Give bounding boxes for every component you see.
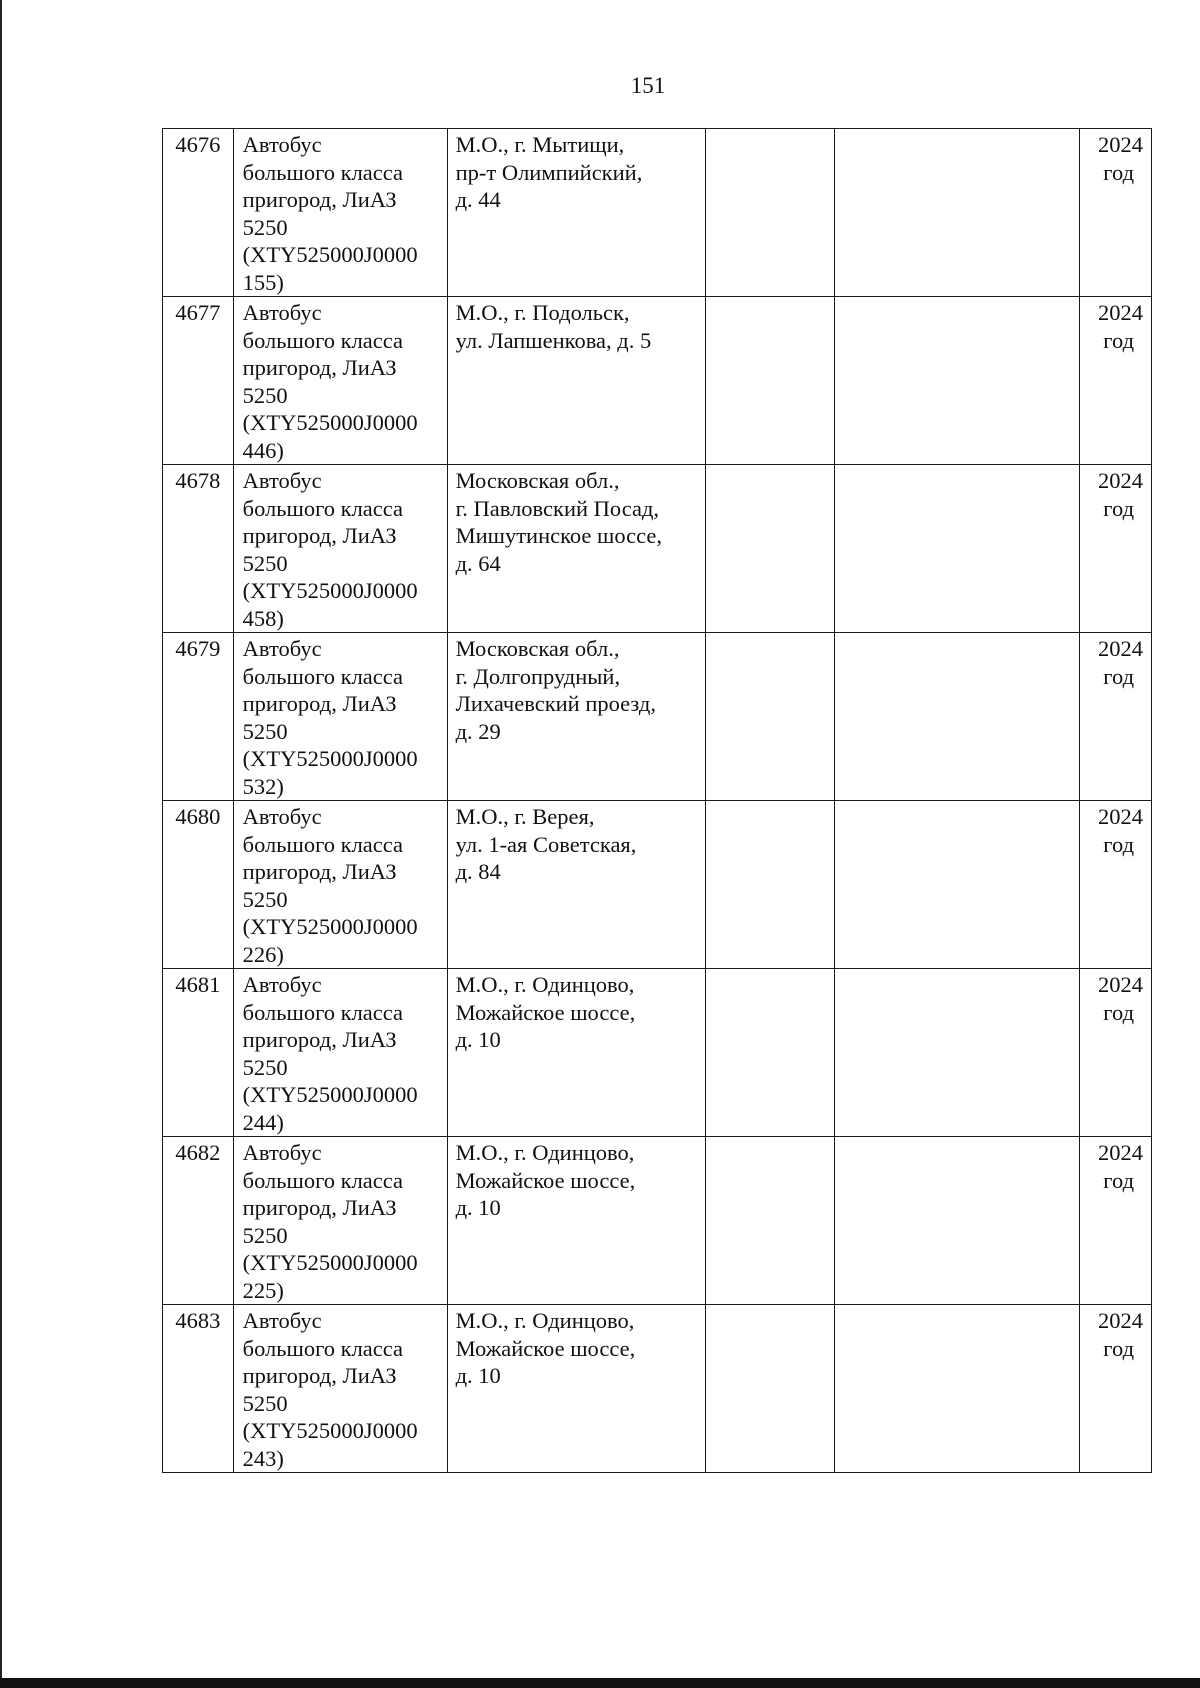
vehicle-description-line: Автобус bbox=[242, 1308, 322, 1333]
vehicle-description-line: пригород, ЛиАЗ bbox=[242, 523, 397, 548]
vehicle-description-line: Автобус bbox=[242, 636, 322, 661]
address-line: д. 10 bbox=[455, 1363, 501, 1388]
empty-cell bbox=[835, 801, 1080, 969]
page-number: 151 bbox=[630, 73, 666, 98]
row-number: 4681 bbox=[175, 972, 221, 997]
vehicle-description-cell bbox=[233, 129, 447, 297]
vehicle-description-cell bbox=[233, 297, 447, 465]
address-cell bbox=[447, 465, 705, 633]
vehicle-description-line: 5250 bbox=[242, 1222, 288, 1248]
vehicle-description-line: Автобус bbox=[242, 132, 322, 157]
address-line: д. 64 bbox=[455, 550, 501, 576]
address-line: д. 84 bbox=[455, 859, 501, 884]
year-cell bbox=[1080, 969, 1152, 1137]
address-line: М.О., г. Подольск, bbox=[455, 300, 630, 325]
vehicle-description-line: большого класса bbox=[242, 495, 404, 521]
year-unit: год bbox=[1103, 495, 1135, 521]
empty-cell bbox=[835, 297, 1080, 465]
year-cell bbox=[1080, 1137, 1152, 1305]
vehicle-description-line: 244) bbox=[242, 1109, 284, 1135]
address-line: Мишутинское шоссе, bbox=[455, 523, 663, 548]
vehicle-description-line: (XTY525000J0000 bbox=[242, 410, 418, 435]
address-line: Можайское шоссе, bbox=[455, 1167, 636, 1193]
address-line: Московская обл., bbox=[455, 636, 620, 661]
address-cell bbox=[447, 129, 705, 297]
year-unit: год bbox=[1103, 1167, 1135, 1193]
year-value: 2024 bbox=[1098, 636, 1143, 661]
vehicle-description-line: пригород, ЛиАЗ bbox=[242, 187, 397, 212]
table-row bbox=[163, 129, 1152, 297]
vehicle-description-line: 5250 bbox=[242, 1054, 288, 1080]
empty-cell bbox=[705, 801, 834, 969]
vehicle-description-cell bbox=[233, 465, 447, 633]
vehicle-description-cell bbox=[233, 969, 447, 1137]
table-row bbox=[163, 1305, 1152, 1473]
row-number-cell bbox=[163, 129, 234, 297]
table-body bbox=[163, 129, 1152, 1473]
vehicle-description-line: (XTY525000J0000 bbox=[242, 1082, 418, 1107]
address-line: Лихачевский проезд, bbox=[455, 691, 656, 716]
scan-edge bbox=[0, 0, 2, 1688]
table-row bbox=[163, 633, 1152, 801]
vehicle-description-line: Автобус bbox=[242, 804, 322, 829]
year-cell bbox=[1080, 465, 1152, 633]
table-row bbox=[163, 465, 1152, 633]
year-unit: год bbox=[1103, 999, 1135, 1025]
vehicle-description-line: 226) bbox=[242, 941, 284, 967]
vehicle-description-line: 5250 bbox=[242, 382, 288, 408]
address-line: ул. 1-ая Советская, bbox=[455, 831, 637, 857]
vehicle-description-line: пригород, ЛиАЗ bbox=[242, 1027, 397, 1052]
address-cell bbox=[447, 969, 705, 1137]
address-cell bbox=[447, 801, 705, 969]
row-number: 4678 bbox=[175, 468, 221, 493]
empty-cell bbox=[705, 969, 834, 1137]
vehicle-description-line: 458) bbox=[242, 605, 284, 631]
vehicle-description-line: большого класса bbox=[242, 159, 404, 185]
vehicle-description-line: Автобус bbox=[242, 300, 322, 325]
vehicle-description-line: пригород, ЛиАЗ bbox=[242, 691, 397, 716]
year-value: 2024 bbox=[1098, 468, 1143, 493]
year-value: 2024 bbox=[1098, 132, 1143, 157]
year-cell bbox=[1080, 297, 1152, 465]
empty-cell bbox=[705, 633, 834, 801]
address-line: г. Павловский Посад, bbox=[455, 495, 660, 521]
year-unit: год bbox=[1103, 663, 1135, 689]
row-number-cell bbox=[163, 297, 234, 465]
row-number: 4679 bbox=[175, 636, 221, 661]
vehicle-description-line: 5250 bbox=[242, 550, 288, 576]
year-value: 2024 bbox=[1098, 804, 1143, 829]
vehicle-description-cell bbox=[233, 1137, 447, 1305]
vehicle-description-line: пригород, ЛиАЗ bbox=[242, 859, 397, 884]
vehicle-description-line: Автобус bbox=[242, 972, 322, 997]
vehicle-description-line: (XTY525000J0000 bbox=[242, 242, 418, 267]
address-line: д. 10 bbox=[455, 1195, 501, 1220]
row-number-cell bbox=[163, 1137, 234, 1305]
row-number-cell bbox=[163, 969, 234, 1137]
vehicle-description-line: Автобус bbox=[242, 468, 322, 493]
row-number-cell bbox=[163, 633, 234, 801]
empty-cell bbox=[835, 969, 1080, 1137]
vehicle-description-line: 532) bbox=[242, 773, 284, 799]
row-number-cell bbox=[163, 465, 234, 633]
vehicle-description-line: (XTY525000J0000 bbox=[242, 914, 418, 939]
table-row bbox=[163, 969, 1152, 1137]
vehicle-description-cell bbox=[233, 1305, 447, 1473]
vehicle-description-line: 243) bbox=[242, 1445, 284, 1471]
address-line: Можайское шоссе, bbox=[455, 1335, 636, 1361]
vehicle-description-line: пригород, ЛиАЗ bbox=[242, 1195, 397, 1220]
address-line: М.О., г. Верея, bbox=[455, 804, 595, 829]
scan-bottom-edge bbox=[0, 1678, 1200, 1688]
vehicle-description-line: большого класса bbox=[242, 831, 404, 857]
vehicle-description-line: большого класса bbox=[242, 1335, 404, 1361]
vehicle-description-line: большого класса bbox=[242, 663, 404, 689]
vehicle-description-line: 5250 bbox=[242, 1390, 288, 1416]
empty-cell bbox=[705, 297, 834, 465]
address-line: Московская обл., bbox=[455, 468, 620, 493]
register-table bbox=[162, 128, 1152, 1473]
vehicle-description-line: большого класса bbox=[242, 327, 404, 353]
vehicle-description-line: пригород, ЛиАЗ bbox=[242, 1363, 397, 1388]
year-unit: год bbox=[1103, 159, 1135, 185]
address-line: М.О., г. Одинцово, bbox=[455, 1308, 635, 1333]
address-cell bbox=[447, 1137, 705, 1305]
address-line: М.О., г. Одинцово, bbox=[455, 972, 635, 997]
vehicle-description-line: большого класса bbox=[242, 999, 404, 1025]
empty-cell bbox=[705, 1137, 834, 1305]
empty-cell bbox=[835, 465, 1080, 633]
address-cell bbox=[447, 1305, 705, 1473]
address-cell bbox=[447, 633, 705, 801]
vehicle-description-cell bbox=[233, 633, 447, 801]
year-value: 2024 bbox=[1098, 1308, 1143, 1333]
year-cell bbox=[1080, 1305, 1152, 1473]
address-line: пр-т Олимпийский, bbox=[455, 159, 643, 185]
table-row bbox=[163, 1137, 1152, 1305]
empty-cell bbox=[705, 465, 834, 633]
row-number: 4682 bbox=[175, 1140, 221, 1165]
table-row bbox=[163, 297, 1152, 465]
vehicle-description-line: 225) bbox=[242, 1277, 284, 1303]
address-cell bbox=[447, 297, 705, 465]
empty-cell bbox=[835, 1137, 1080, 1305]
vehicle-description-line: Автобус bbox=[242, 1140, 322, 1165]
empty-cell bbox=[835, 633, 1080, 801]
vehicle-description-line: (XTY525000J0000 bbox=[242, 1250, 418, 1275]
row-number: 4676 bbox=[175, 132, 221, 157]
empty-cell bbox=[705, 129, 834, 297]
row-number: 4683 bbox=[175, 1308, 221, 1333]
address-line: д. 10 bbox=[455, 1027, 501, 1052]
year-value: 2024 bbox=[1098, 1140, 1143, 1165]
year-value: 2024 bbox=[1098, 972, 1143, 997]
vehicle-description-line: пригород, ЛиАЗ bbox=[242, 355, 397, 380]
row-number: 4680 bbox=[175, 804, 221, 829]
address-line: г. Долгопрудный, bbox=[455, 663, 621, 689]
vehicle-description-line: 5250 bbox=[242, 214, 288, 240]
address-line: Можайское шоссе, bbox=[455, 999, 636, 1025]
vehicle-description-cell bbox=[233, 801, 447, 969]
vehicle-description-line: 155) bbox=[242, 269, 284, 295]
address-line: М.О., г. Одинцово, bbox=[455, 1140, 635, 1165]
empty-cell bbox=[835, 129, 1080, 297]
year-unit: год bbox=[1103, 1335, 1135, 1361]
vehicle-description-line: 5250 bbox=[242, 886, 288, 912]
row-number: 4677 bbox=[175, 300, 221, 325]
empty-cell bbox=[835, 1305, 1080, 1473]
year-unit: год bbox=[1103, 831, 1135, 857]
year-cell bbox=[1080, 801, 1152, 969]
address-line: д. 44 bbox=[455, 187, 501, 212]
vehicle-description-line: большого класса bbox=[242, 1167, 404, 1193]
vehicle-description-line: 5250 bbox=[242, 718, 288, 744]
vehicle-description-line: (XTY525000J0000 bbox=[242, 746, 418, 771]
empty-cell bbox=[705, 1305, 834, 1473]
year-cell bbox=[1080, 633, 1152, 801]
address-line: ул. Лапшенкова, д. 5 bbox=[455, 327, 652, 353]
vehicle-description-line: 446) bbox=[242, 437, 284, 463]
table-row bbox=[163, 801, 1152, 969]
vehicle-description-line: (XTY525000J0000 bbox=[242, 1418, 418, 1443]
row-number-cell bbox=[163, 1305, 234, 1473]
year-value: 2024 bbox=[1098, 300, 1143, 325]
vehicle-description-line: (XTY525000J0000 bbox=[242, 578, 418, 603]
address-line: д. 29 bbox=[455, 718, 501, 744]
address-line: М.О., г. Мытищи, bbox=[455, 132, 625, 157]
year-unit: год bbox=[1103, 327, 1135, 353]
year-cell bbox=[1080, 129, 1152, 297]
row-number-cell bbox=[163, 801, 234, 969]
